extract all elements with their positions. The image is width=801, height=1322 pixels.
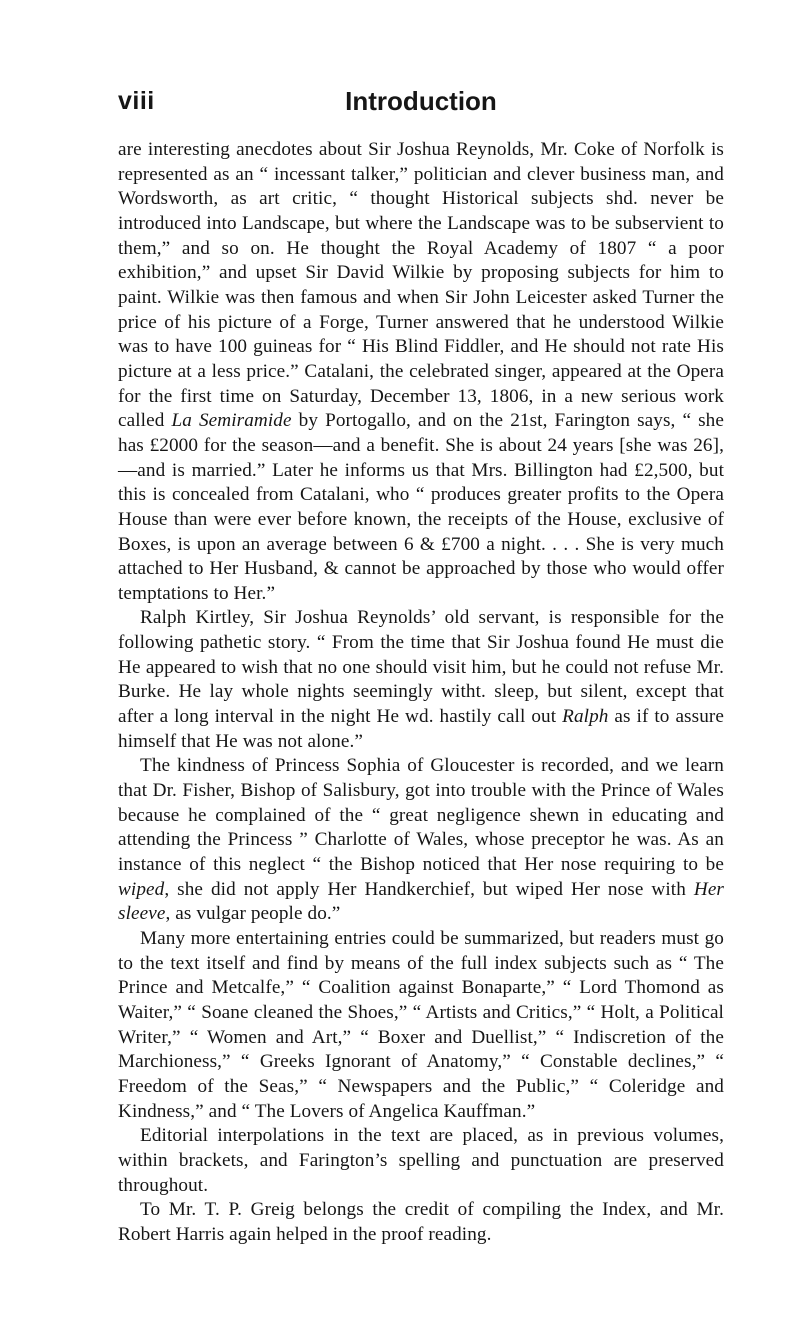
paragraph-1 (118, 138, 724, 606)
paragraph-3-text-b: , she did not apply Her Handkerchief, but wiped Her nose with (164, 878, 694, 900)
paragraph-3-text-a: The kindness of Princess Sophia of Gloucester is recorded, and we learn that Dr. Fisher, Bishop of Salisbury, got into trouble with the Prince of Wales because he complained of the “ great negligence shewn in educating and attending the Princess ” Charlotte of Wales, whose preceptor he was. As an instance of this neglect “ the Bishop noticed that Her nose requiring to be (118, 755, 724, 876)
paragraph-6 (118, 1198, 724, 1247)
paragraph-2-text-a: Ralph Kirtley, Sir Joshua Reynolds’ old servant, is responsible for the following pathetic story. “ From the time that Sir Joshua found He must die He appeared to wish that no one should visit him, but he could not refuse Mr. Burke. He lay whole nights seemingly witht. sleep, but silent, except that after a long interval in the night He wd. hastily call out (118, 607, 724, 728)
paragraph-3 (118, 754, 724, 927)
paragraph-5-text: Editorial interpolations in the text are placed, as in previous volumes, within brackets, and Farington’s spelling and punctuation are preserved throughout. (118, 1125, 724, 1196)
running-title: Introduction (345, 86, 497, 116)
paragraph-5 (118, 1124, 724, 1198)
body-text (118, 138, 724, 1248)
paragraph-4-text: Many more entertaining entries could be summarized, but readers must go to the text itself and find by means of the full index subjects such as “ The Prince and Metcalfe,” “ Coalition against Bonaparte,” “ Lord Thomond as Waiter,” “ Soane cleaned the Shoes,” “ Artists and Critics,” “ Holt, a Political Writer,” “ Women and Art,” “ Boxer and Duellist,” “ Indiscretion of the Marchioness,” “ Greeks Ignorant of Anatomy,” “ Constable declines,” “ Freedom of the Seas,” “ Newspapers and the Public,” “ Coleridge and Kindness,” and “ The Lovers of Angelica Kauffman.” (118, 928, 724, 1122)
paragraph-3-italic-wiped: wiped (118, 878, 165, 900)
paragraph-2 (118, 606, 724, 754)
paragraph-1-text-b: by Portogallo, and on the 21st, Farington says, “ she has £2000 for the season—and a benefit. She is about 24 years [she was 26],—and is married.” Later he informs us that Mrs. Billington had £2,500, but this is concealed from Catalani, who “ produces greater profits to the Opera House than were ever before known, the receipts of the House, exclusive of Boxes, is upon an average between 6 & £700 a night. . . . She is very much attached to Her Husband, & cannot be approached by those who would offer temptations to Her.” (118, 410, 724, 604)
paragraph-4 (118, 927, 724, 1124)
paragraph-1-italic-title: La Semiramide (171, 410, 292, 432)
paragraph-3-text-c: , as vulgar people do.” (165, 903, 341, 925)
paragraph-2-text-b: as if to assure himself that He was not alone.” (118, 706, 724, 752)
page-header (118, 86, 724, 122)
page-number: viii (118, 87, 155, 115)
paragraph-6-text: To Mr. T. P. Greig belongs the credit of compiling the Index, and Mr. Robert Harris again helped in the proof reading. (118, 1199, 724, 1245)
paragraph-3-italic-sleeve: Her sleeve (118, 878, 724, 925)
paragraph-2-italic-name: Ralph (562, 706, 609, 728)
paragraph-1-text-a: are interesting anecdotes about Sir Joshua Reynolds, Mr. Coke of Norfolk is represented as an “ incessant talker,” politician and clever business man, and Wordsworth, as art critic, “ thought Historical subjects shd. never be introduced into Landscape, but where the Landscape was to be subservient to them,” and so on. He thought the Royal Academy of 1807 “ a poor exhibition,” and upset Sir David Wilkie by proposing subjects for him to paint. Wilkie was then famous and when Sir John Leicester asked Turner the price of his picture of a Forge, Turner answered that he understood Wilkie was to have 100 guineas for “ His Blind Fiddler, and He should not rate His picture at a less price.” Catalani, the celebrated singer, appeared at the Opera for the first time on Saturday, December 13, 1806, in a new serious work called (118, 139, 724, 432)
